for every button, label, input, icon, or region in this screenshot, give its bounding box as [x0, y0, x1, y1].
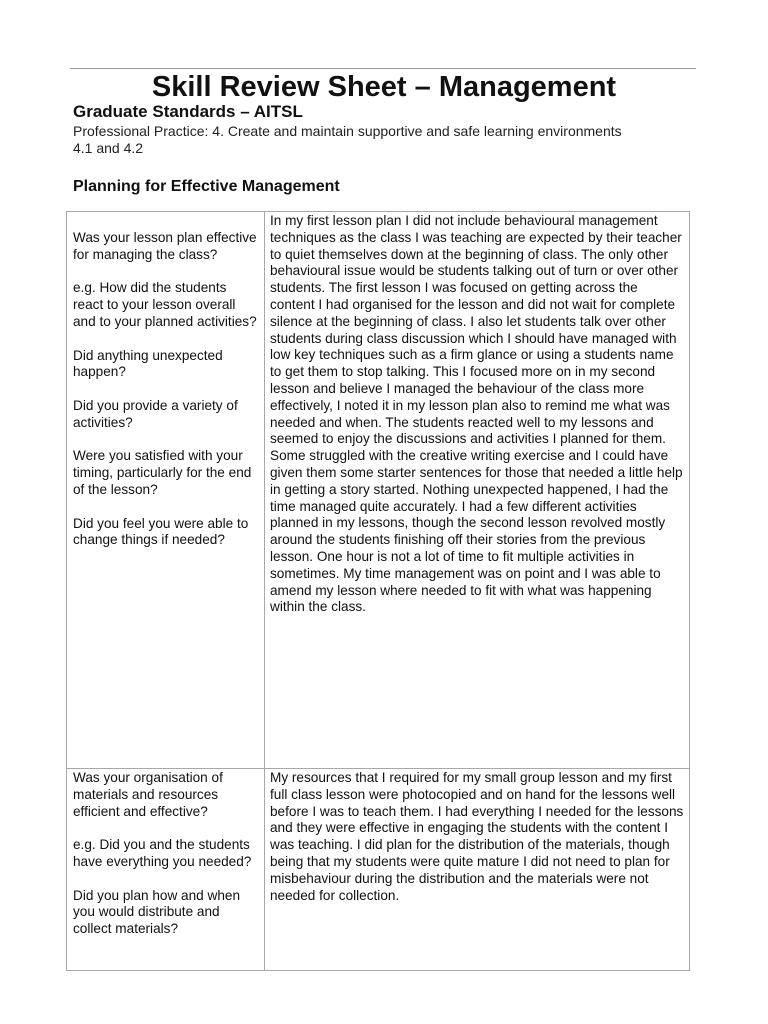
prompt-text: e.g. How did the students react to your lesson overall and to your planned activities?: [73, 280, 257, 329]
prompt-text: Did you provide a variety of activities?: [73, 397, 238, 430]
response-cell-lesson-plan: In my first lesson plan I did not include behavioural management techniques as the class I was teaching are expected by their teacher to quiet themselves down at the beginning of class. The only other behavioural issue would be students talking out of turn or over other students. The first lesson I was focused on getting across the content I had organised for the lesson and did not wait for complete silence at the beginning of class. I also let students talk over other students during class discussion which I should have managed with low key techniques such as a firm glance or using a students name to get them to stop talking. This I focused more on in my second lesson and believe I managed the behaviour of the class more effectively, I noted it in my lesson plan also to remind me what was needed and when. The students reacted well to my lessons and seemed to enjoy the discussions and activities I planned for them. Some struggled with the creative writing exercise and I could have given them some starter sentences for those that needed a little help in getting a story started. Nothing unexpected happened, I had the time managed quite accurately. I had a few different activities planned in my lessons, though the second lesson revolved mostly around the students finishing off their stories from the previous lesson. One hour is not a lot of time to fit multiple activities in sometimes. My time management was on point and I was able to amend my lesson where needed to fit with what was happening within the class.: [265, 212, 690, 769]
table-row-materials: [67, 769, 690, 971]
professional-practice-line-1: Professional Practice: 4. Create and maintain supportive and safe learning environments: [73, 123, 622, 139]
top-divider: [70, 68, 696, 69]
table-row-lesson-plan: [67, 212, 690, 769]
prompt-text: Were you satisfied with your timing, particularly for the end of the lesson?: [73, 448, 252, 497]
prompt-cell-materials: [67, 769, 265, 971]
review-table: [66, 211, 690, 971]
response-cell-materials: My resources that I required for my small group lesson and my first full class lesson were photocopied and on hand for the lessons well before I was to teach them. I had everything I needed for the lessons and they were effective in engaging the students with the content I was teaching. I did plan for the distribution of the materials, though being that my students were quite mature I did not need to plan for misbehaviour during the distribution and the materials were not needed for collection.: [265, 769, 690, 971]
prompt-text: Was your lesson plan effective for managing the class?: [73, 230, 257, 262]
prompt-text: Was your organisation of materials and resources efficient and effective?: [73, 770, 223, 819]
professional-practice-text: [73, 123, 698, 156]
prompt-text: Did you plan how and when you would distribute and collect materials?: [73, 887, 241, 937]
professional-practice-line-2: 4.1 and 4.2: [73, 139, 144, 156]
section-heading: Planning for Effective Management: [73, 178, 340, 195]
prompt-text: Did anything unexpected happen?: [73, 347, 223, 380]
prompt-cell-lesson-plan: [67, 212, 265, 769]
page-title: Skill Review Sheet – Management: [151, 71, 617, 103]
graduate-standards-subtitle: Graduate Standards – AITSL: [73, 102, 303, 121]
prompt-text: e.g. Did you and the students have everything you needed?: [73, 837, 252, 869]
prompt-text: Did you feel you were able to change things if needed?: [73, 515, 249, 548]
